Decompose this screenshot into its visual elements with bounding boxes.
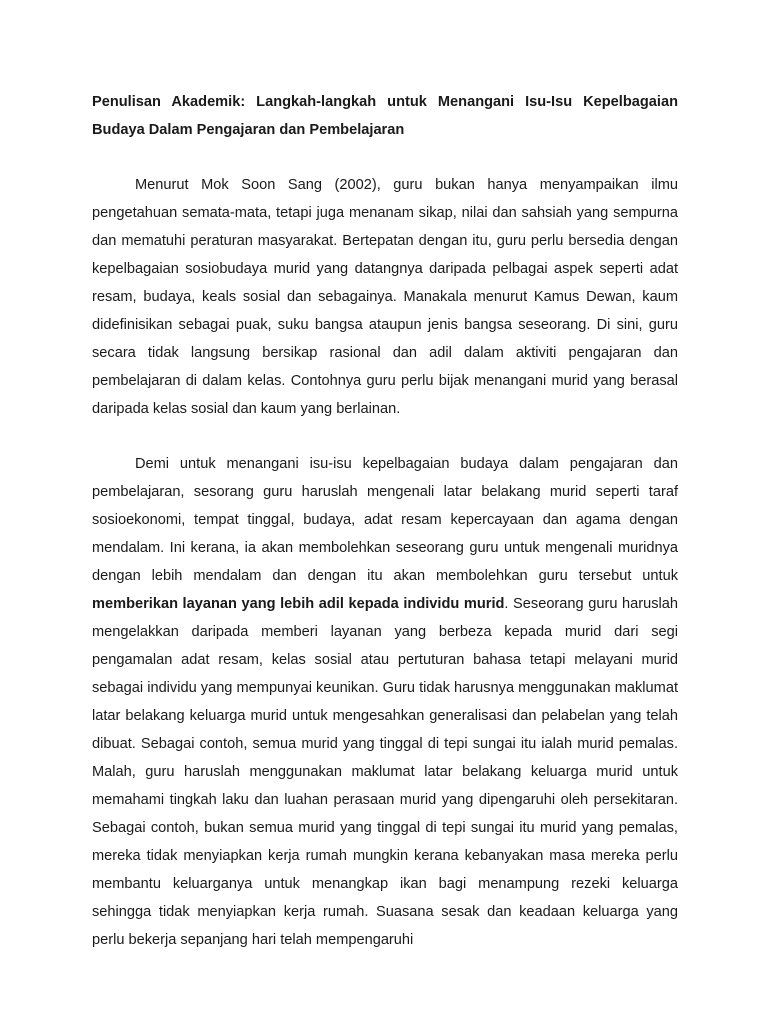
paragraph-2-text-after: . Seseorang guru haruslah mengelakkan daripada memberi layanan yang berbeza kepada murid dari segi pengamalan adat resam, kelas sosial atau pertuturan bahasa tetapi melayani murid sebagai individu yang mempunyai keunikan. Guru tidak harusnya menggunakan maklumat latar belakang keluarga murid untuk mengesahkan generalisasi dan pelabelan yang telah dibuat. Sebagai contoh, semua murid yang tinggal di tepi sungai itu ialah murid pemalas. Malah, guru haruslah menggunakan maklumat latar belakang keluarga murid untuk memahami tingkah laku dan luahan perasaan murid yang dipengaruhi oleh persekitaran. Sebagai contoh, bukan semua murid yang tinggal di tepi sungai itu murid yang pemalas, mereka tidak menyiapkan kerja rumah mungkin kerana kebanyakan masa mereka perlu membantu keluarganya untuk menangkap ikan bagi menampung rezeki keluarga sehingga tidak menyiapkan kerja rumah. Suasana sesak dan keadaan keluarga yang perlu bekerja sepanjang hari telah mempengaruhi (92, 596, 678, 948)
paragraph-2 (92, 450, 678, 954)
title-line-1: Penulisan Akademik: Langkah-langkah untuk Menangani Isu-Isu Kepelbagaian (92, 94, 678, 110)
document-title (92, 88, 678, 144)
title-line-2: Budaya Dalam Pengajaran dan Pembelajaran (92, 122, 405, 138)
document-page (92, 88, 678, 954)
paragraph-2-text-before: Demi untuk menangani isu-isu kepelbagaian budaya dalam pengajaran dan pembelajaran, sesorang guru haruslah mengenali latar belakang murid seperti taraf sosioekonomi, tempat tinggal, budaya, adat resam kepercayaan dan agama dengan mendalam. Ini kerana, ia akan membolehkan seseorang guru untuk mengenali muridnya dengan lebih mendalam dan dengan itu akan membolehkan guru tersebut untuk (92, 456, 678, 584)
paragraph-1: Menurut Mok Soon Sang (2002), guru bukan hanya menyampaikan ilmu pengetahuan semata-mata, tetapi juga menanam sikap, nilai dan sahsiah yang sempurna dan mematuhi peraturan masyarakat. Bertepatan dengan itu, guru perlu bersedia dengan kepelbagaian sosiobudaya murid yang datangnya daripada pelbagai aspek seperti adat resam, budaya, keals sosial dan sebagainya. Manakala menurut Kamus Dewan, kaum didefinisikan sebagai puak, suku bangsa ataupun jenis bangsa seseorang. Di sini, guru secara tidak langsung bersikap rasional dan adil dalam aktiviti pengajaran dan pembelajaran di dalam kelas. Contohnya guru perlu bijak menangani murid yang berasal daripada kelas sosial dan kaum yang berlainan. (92, 177, 678, 417)
paragraph-2-bold-text: memberikan layanan yang lebih adil kepada individu murid (92, 596, 505, 612)
